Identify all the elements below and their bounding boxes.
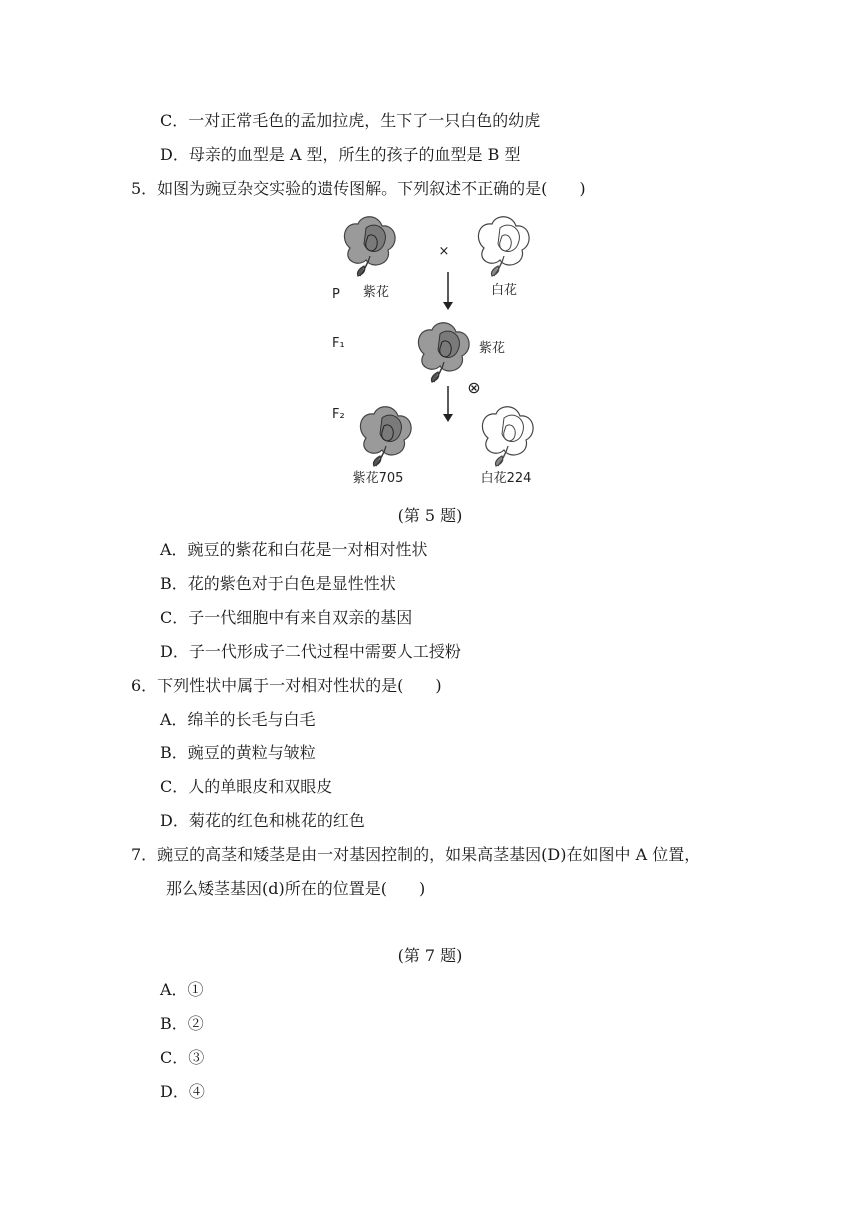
p-purple-label: 紫花: [362, 285, 390, 300]
q7-option-b: B．②: [160, 1014, 204, 1033]
q7-stem-line2: 那么矮茎基因(d)所在的位置是( ): [166, 879, 426, 898]
p-generation-label: P: [332, 287, 340, 302]
pea-cross-diagram: [318, 210, 558, 490]
p-purple-flower: [344, 217, 395, 276]
q6-stem: 6．下列性状中属于一对相对性状的是( ): [131, 676, 442, 695]
q4-option-c: C．一对正常毛色的孟加拉虎，生下了一只白色的幼虎: [160, 111, 541, 130]
q5-figure-caption: (第 5 题): [397, 506, 463, 525]
f2-white-flower: [482, 407, 533, 466]
q6-option-d: D．菊花的红色和桃花的红色: [160, 811, 365, 830]
q4-option-d: D．母亲的血型是 A 型，所生的孩子的血型是 B 型: [160, 145, 521, 164]
self-cross-symbol: ⊗: [467, 378, 481, 397]
q7-stem-line1: 7．豌豆的高茎和矮茎是由一对基因控制的，如果高茎基因(D)在如图中 A 位置，: [131, 845, 701, 864]
q7-option-c: C．③: [160, 1048, 205, 1067]
q5-option-b: B．花的紫色对于白色是显性性状: [160, 574, 396, 593]
q6-option-b: B．豌豆的黄粒与皱粒: [160, 743, 316, 762]
arrowhead-f1-to-f2: [443, 414, 453, 422]
f2-purple-count: 紫花705: [352, 471, 404, 486]
cross-symbol: ×: [438, 244, 450, 259]
q5-option-d: D．子一代形成子二代过程中需要人工授粉: [160, 642, 461, 661]
f2-purple-flower: [360, 407, 411, 466]
q7-option-d: D．④: [160, 1082, 205, 1101]
f1-generation-label: F₁: [332, 336, 345, 351]
q7-figure-caption: (第 7 题): [397, 946, 463, 965]
f2-generation-label: F₂: [332, 407, 345, 422]
f2-white-count: 白花224: [480, 471, 532, 486]
q6-option-a: A．绵羊的长毛与白毛: [160, 710, 316, 729]
q5-option-a: A．豌豆的紫花和白花是一对相对性状: [160, 540, 428, 559]
p-white-label: 白花: [490, 283, 518, 298]
q7-option-a: A．①: [160, 980, 204, 999]
p-white-flower: [478, 217, 529, 276]
f1-purple-flower: [418, 323, 469, 382]
q5-option-c: C．子一代细胞中有来自双亲的基因: [160, 608, 413, 627]
q5-stem: 5．如图为豌豆杂交实验的遗传图解。下列叙述不正确的是( ): [131, 179, 586, 198]
q6-option-c: C．人的单眼皮和双眼皮: [160, 777, 333, 796]
arrowhead-p-to-f1: [443, 302, 453, 310]
f1-purple-label: 紫花: [478, 341, 506, 356]
